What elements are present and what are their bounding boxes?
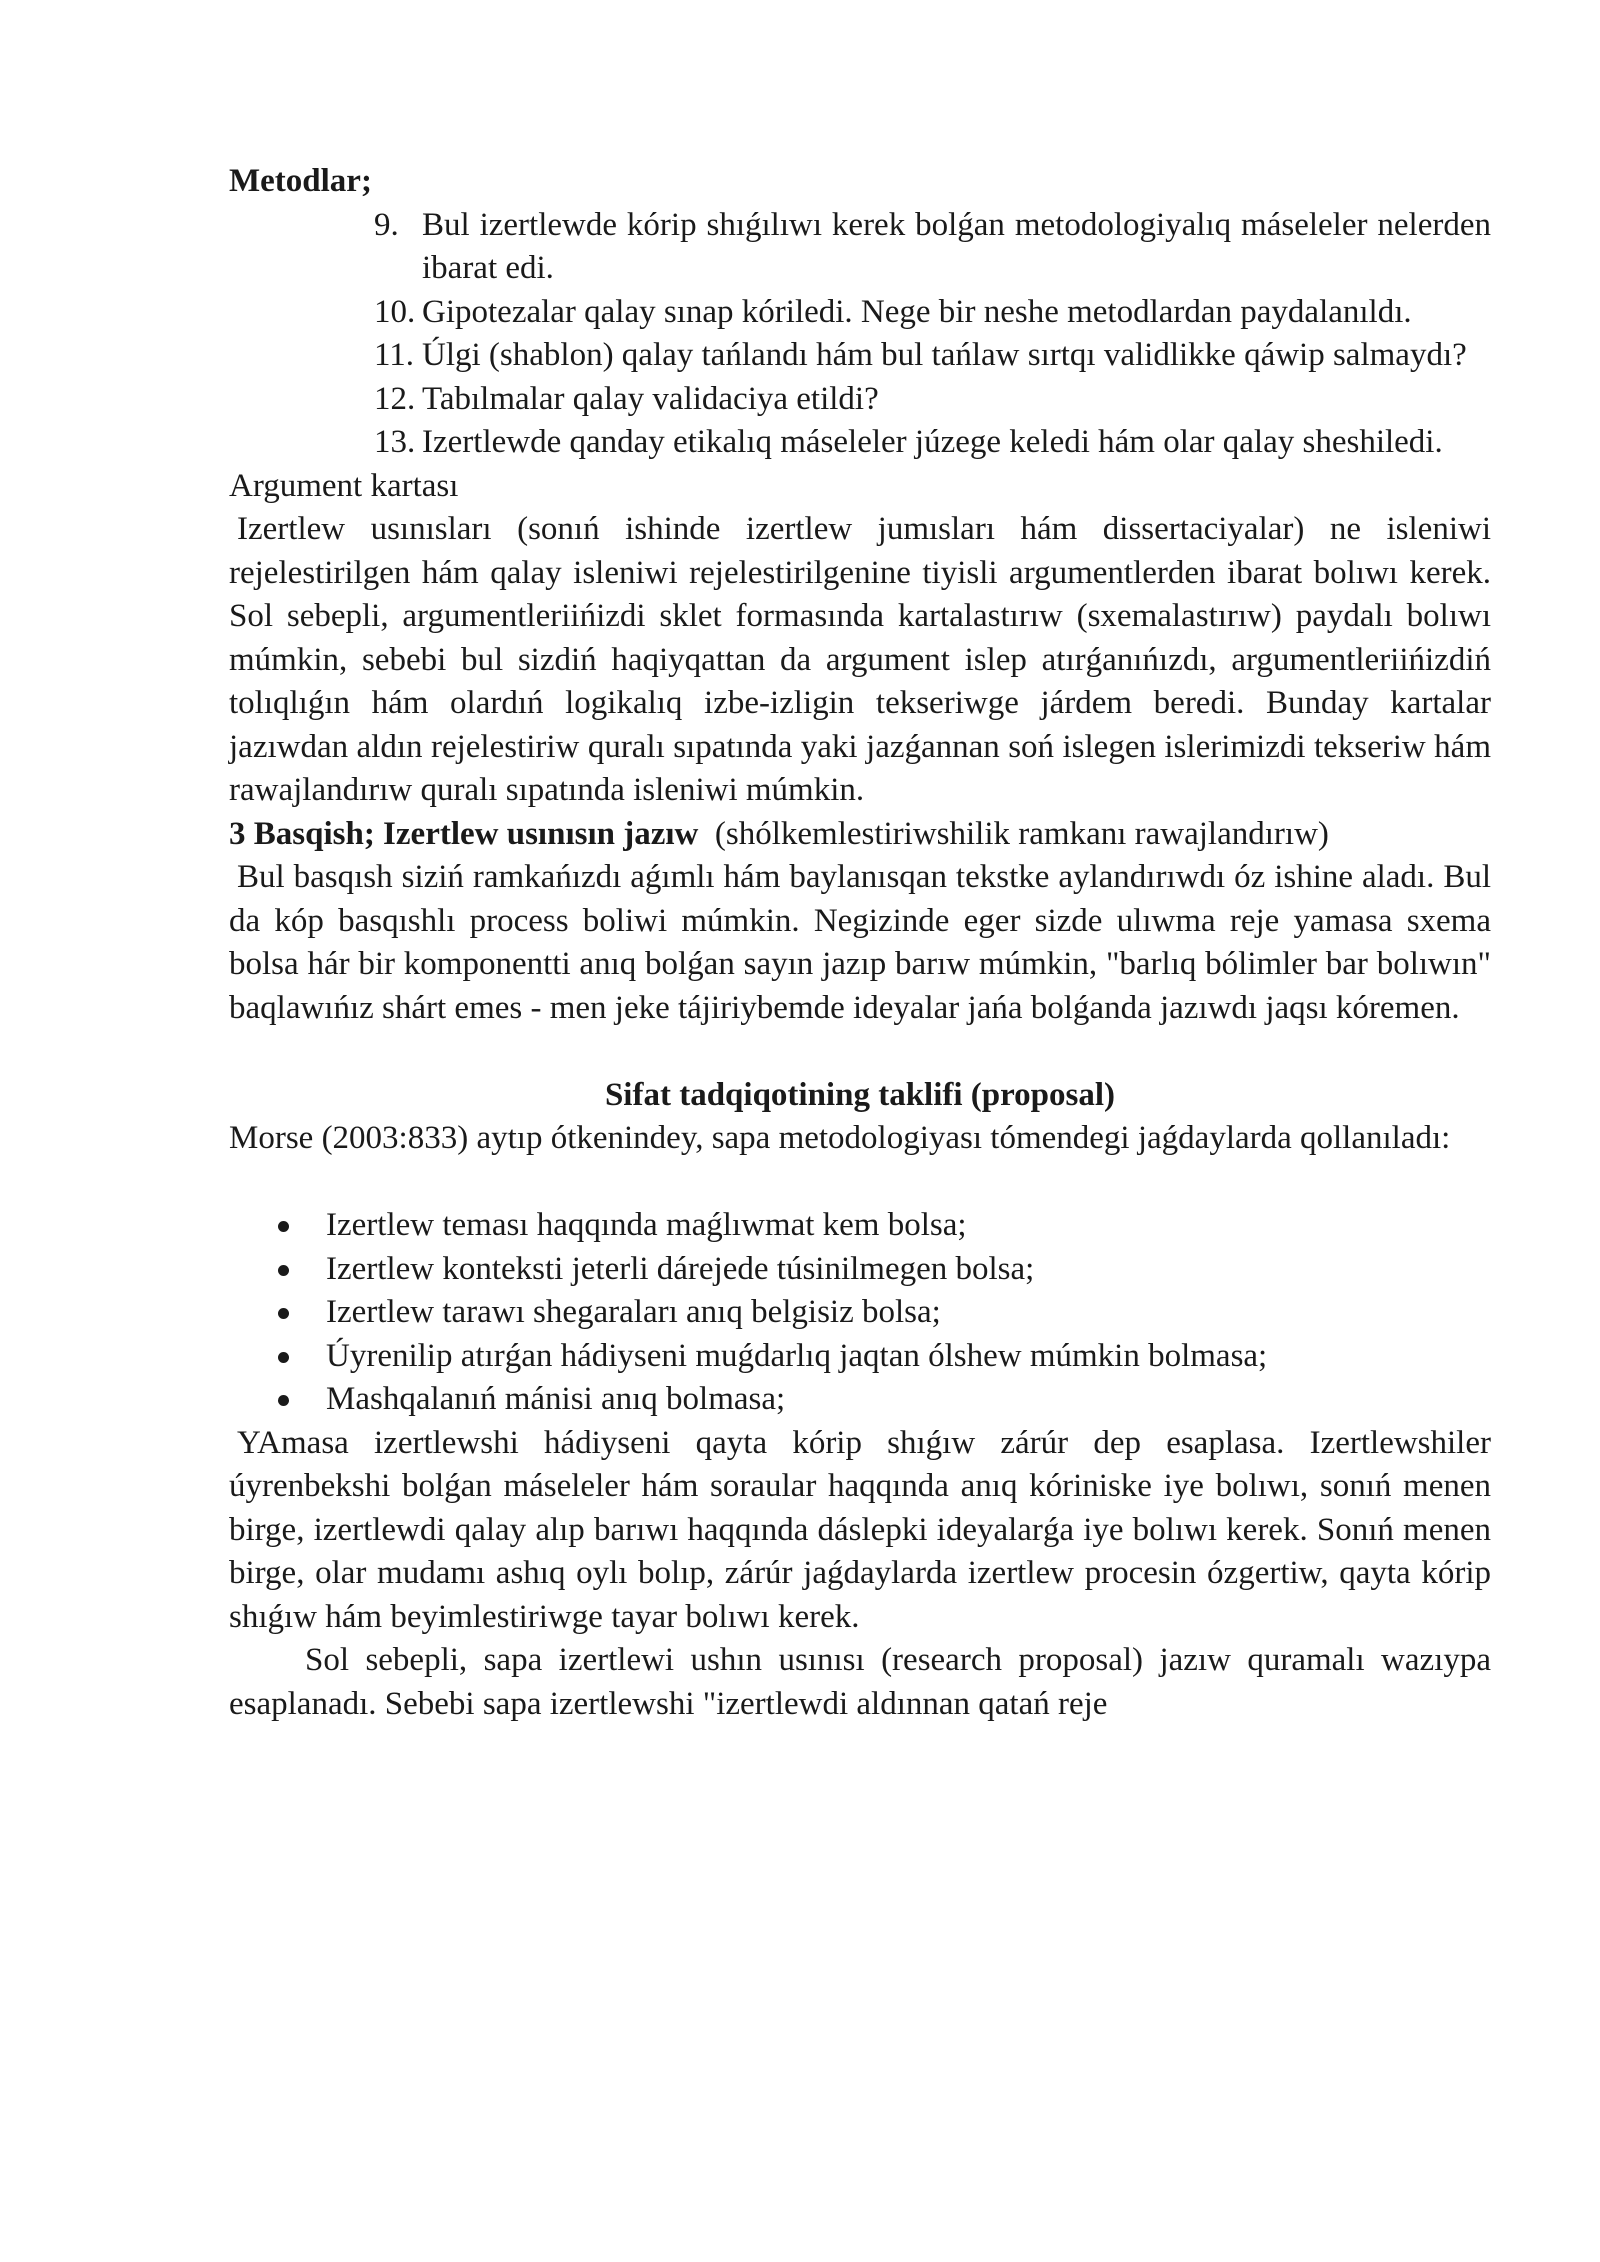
list-item: 10. Gipotezalar qalay sınap kóriledi. Nege bir neshe metodlardan paydalanıldı.	[374, 293, 1412, 330]
methods-heading: Metodlar;	[229, 163, 372, 199]
list-item: Mashqalanıń mánisi anıq bolmasa;	[229, 1378, 1491, 1422]
document-page	[229, 160, 1491, 1726]
argument-heading: Argument kartası	[229, 467, 459, 504]
list-item: 12. Tabılmalar qalay validaciya etildi?	[374, 380, 879, 417]
list-item: Izertlew teması haqqında maǵlıwmat kem bolsa;	[229, 1204, 1491, 1248]
bullet-icon	[278, 1308, 289, 1319]
proposal-intro: Morse (2003:833) aytıp ótkenindey, sapa metodologiyası tómendegi jaǵdaylarda qollanıladı:	[229, 1120, 1451, 1156]
proposal-paragraph-2: Sol sebepli, sapa izertlewi ushın usınısı (research proposal) jazıw quramalı wazıypa esaplanadı. Sebebi sapa izertlewshi "izertlewdi aldınnan qatań reje	[229, 1642, 1491, 1722]
list-item: 11. Úlgi (shablon) qalay tańlandı hám bul tańlaw sırtqı validlikke qáwip salmaydı?	[374, 337, 1467, 373]
argument-paragraph: Izertlew usınısları (sonıń ishinde izertlew jumısları hám dissertaciyalar) ne isleniwi rejelestirilgen hám qalay isleniwi rejelestirilgenine tiyisli argumentlerden ibarat bolıwı kerek. Sol sebepli, argumentleriińizdi sklet formasında kartalastırıw (sxemalastırıw) paydalı bolıwı múmkin, sebebi bul sizdiń haqiyqattan da argument islep atırǵanıńızdı, argumentleriińizdiń tolıqlıǵın hám olardıń logikalıq izbe-izligin tekseriwge járdem beredi. Bunday kartalar jazıwdan aldın rejelestiriw quralı sıpatında yaki jazǵannan soń islegen islerimizdi tekseriw hám rawajlandırıw quralı sıpatında isleniwi múmkin.	[229, 511, 1491, 808]
step3-heading-bold: 3 Basqish; Izertlew usınısın jazıw	[229, 815, 699, 852]
list-item: 9. Bul izertlewde kórip shıǵılıwı kerek bolǵan metodologiyalıq máseleler nelerden ibarat edi.	[374, 206, 1491, 286]
bullet-icon	[278, 1221, 289, 1232]
methods-list	[229, 204, 1491, 465]
bullet-icon	[278, 1395, 289, 1406]
list-item: Izertlew konteksti jeterli dárejede túsinilmegen bolsa;	[229, 1248, 1491, 1292]
step3-heading	[229, 813, 1491, 857]
step3-heading-rest: (shólkemlestiriwshilik ramkanı rawajlandırıw)	[714, 815, 1329, 852]
spacer	[229, 1030, 1491, 1074]
step3-paragraph: Bul basqısh siziń ramkańızdı aǵımlı hám baylanısqan tekstke aylandırıwdı óz ishine aladı. Bul da kóp basqıshlı process boliwi múmkin. Negizinde eger sizde ulıwma reje yamasa sxema bolsa hár bir komponentti anıq bolǵan sayın jazıp barıw múmkin, "barlıq bólimler bar bolıwın" baqlawıńız shárt emes - men jeke tájiriybemde ideyalar jańa bolǵanda jazıwdı jaqsı kóremen.	[229, 859, 1491, 1026]
proposal-paragraph-1: YAmasa izertlewshi hádiyseni qayta kórip shıǵıw zárúr dep esaplasa. Izertlewshiler úyrenbekshi bolǵan máseleler hám soraular haqqında anıq kóriniske iye bolıwı, sonıń menen birge, izertlewdi qalay alıp barıwı haqqında dáslepki ideyalarǵa iye bolıwı kerek. Sonıń menen birge, olar mudamı ashıq oylı bolıp, zárúr jaǵdaylarda izertlew procesin ózgertiw, qayta kórip shıǵıw hám beyimlestiriwge tayar bolıwı kerek.	[229, 1424, 1491, 1635]
spacer	[229, 1161, 1491, 1205]
list-item: 13. Izertlewde qanday etikalıq máseleler júzege keledi hám olar qalay sheshiledi.	[374, 424, 1443, 460]
list-item: Izertlew tarawı shegaraları anıq belgisiz bolsa;	[229, 1291, 1491, 1335]
bullet-icon	[278, 1352, 289, 1363]
list-item: Úyrenilip atırǵan hádiyseni muǵdarlıq jaqtan ólshew múmkin bolmasa;	[229, 1335, 1491, 1379]
conditions-list	[229, 1204, 1491, 1422]
bullet-icon	[278, 1265, 289, 1276]
proposal-title: Sifat tadqiqotining taklifi (proposal)	[604, 1076, 1116, 1113]
